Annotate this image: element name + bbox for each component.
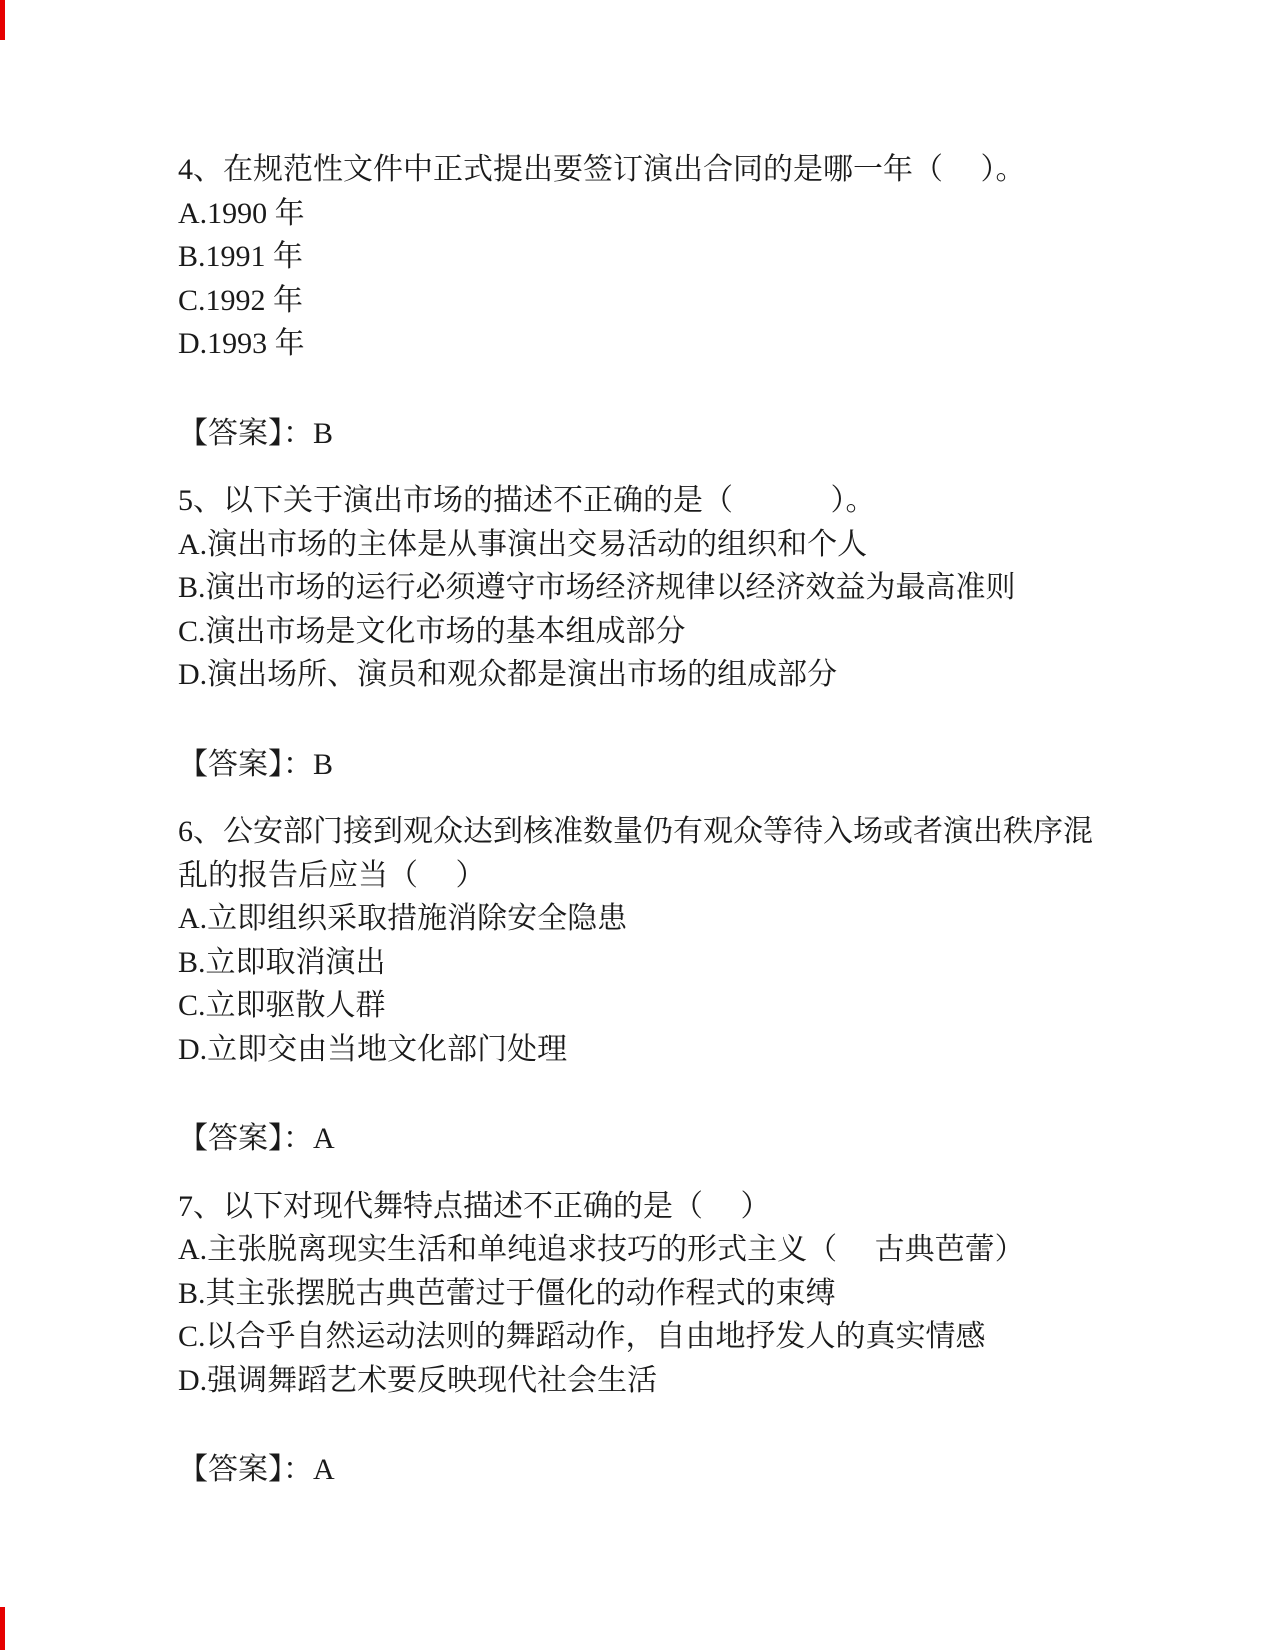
- question-block-5: [178, 479, 1138, 786]
- answer-line: 【答案】：B: [178, 747, 334, 781]
- question-stem: 4、在规范性文件中正式提出要签订演出合同的是哪一年（ ）。: [178, 153, 1026, 186]
- option-line-d: D.1993 年: [178, 327, 305, 360]
- option-line-b: B.演出市场的运行必须遵守市场经济规律以经济效益为最高准则: [178, 571, 1016, 604]
- option-line-c: C.演出市场是文化市场的基本组成部分: [178, 614, 686, 648]
- page-edge-mark-top: [0, 0, 5, 40]
- question-block-4: [178, 148, 1138, 455]
- option-line-a: A.立即组织采取措施消除安全隐患: [178, 902, 628, 935]
- option-line-d: D.强调舞蹈艺术要反映现代社会生活: [178, 1363, 658, 1397]
- answer-line: 【答案】：A: [178, 1122, 335, 1155]
- answer-line: 【答案】：A: [178, 1453, 335, 1486]
- option-line-c: C.1992 年: [178, 283, 304, 317]
- option-line-a: A.主张脱离现实生活和单纯追求技巧的形式主义（ 古典芭蕾）: [178, 1233, 1025, 1266]
- option-line-c: C.立即驱散人群: [178, 989, 386, 1022]
- option-line-a: A.演出市场的主体是从事演出交易活动的组织和个人: [178, 527, 868, 561]
- option-line-c: C.以合乎自然运动法则的舞蹈动作，自由地抒发人的真实情感: [178, 1320, 986, 1353]
- option-line-b: B.其主张摆脱古典芭蕾过于僵化的动作程式的束缚: [178, 1276, 836, 1310]
- exam-document: [178, 148, 1138, 1492]
- option-line-d: D.立即交由当地文化部门处理: [178, 1032, 568, 1066]
- question-block-6: [178, 810, 1138, 1161]
- question-stem: 5、以下关于演出市场的描述不正确的是（ ）。: [178, 484, 876, 517]
- question-stem-line-2: 乱的报告后应当（ ）: [178, 858, 486, 892]
- question-stem: 7、以下对现代舞特点描述不正确的是（ ）: [178, 1189, 771, 1223]
- question-stem-line-1: 6、公安部门接到观众达到核准数量仍有观众等待入场或者演出秩序混: [178, 815, 1093, 848]
- page-edge-mark-bottom: [0, 1607, 5, 1650]
- question-block-7: [178, 1185, 1138, 1492]
- option-line-b: B.1991 年: [178, 240, 304, 273]
- option-line-d: D.演出场所、演员和观众都是演出市场的组成部分: [178, 658, 838, 691]
- option-line-a: A.1990 年: [178, 196, 305, 230]
- option-line-b: B.立即取消演出: [178, 945, 386, 979]
- answer-line: 【答案】：B: [178, 416, 334, 450]
